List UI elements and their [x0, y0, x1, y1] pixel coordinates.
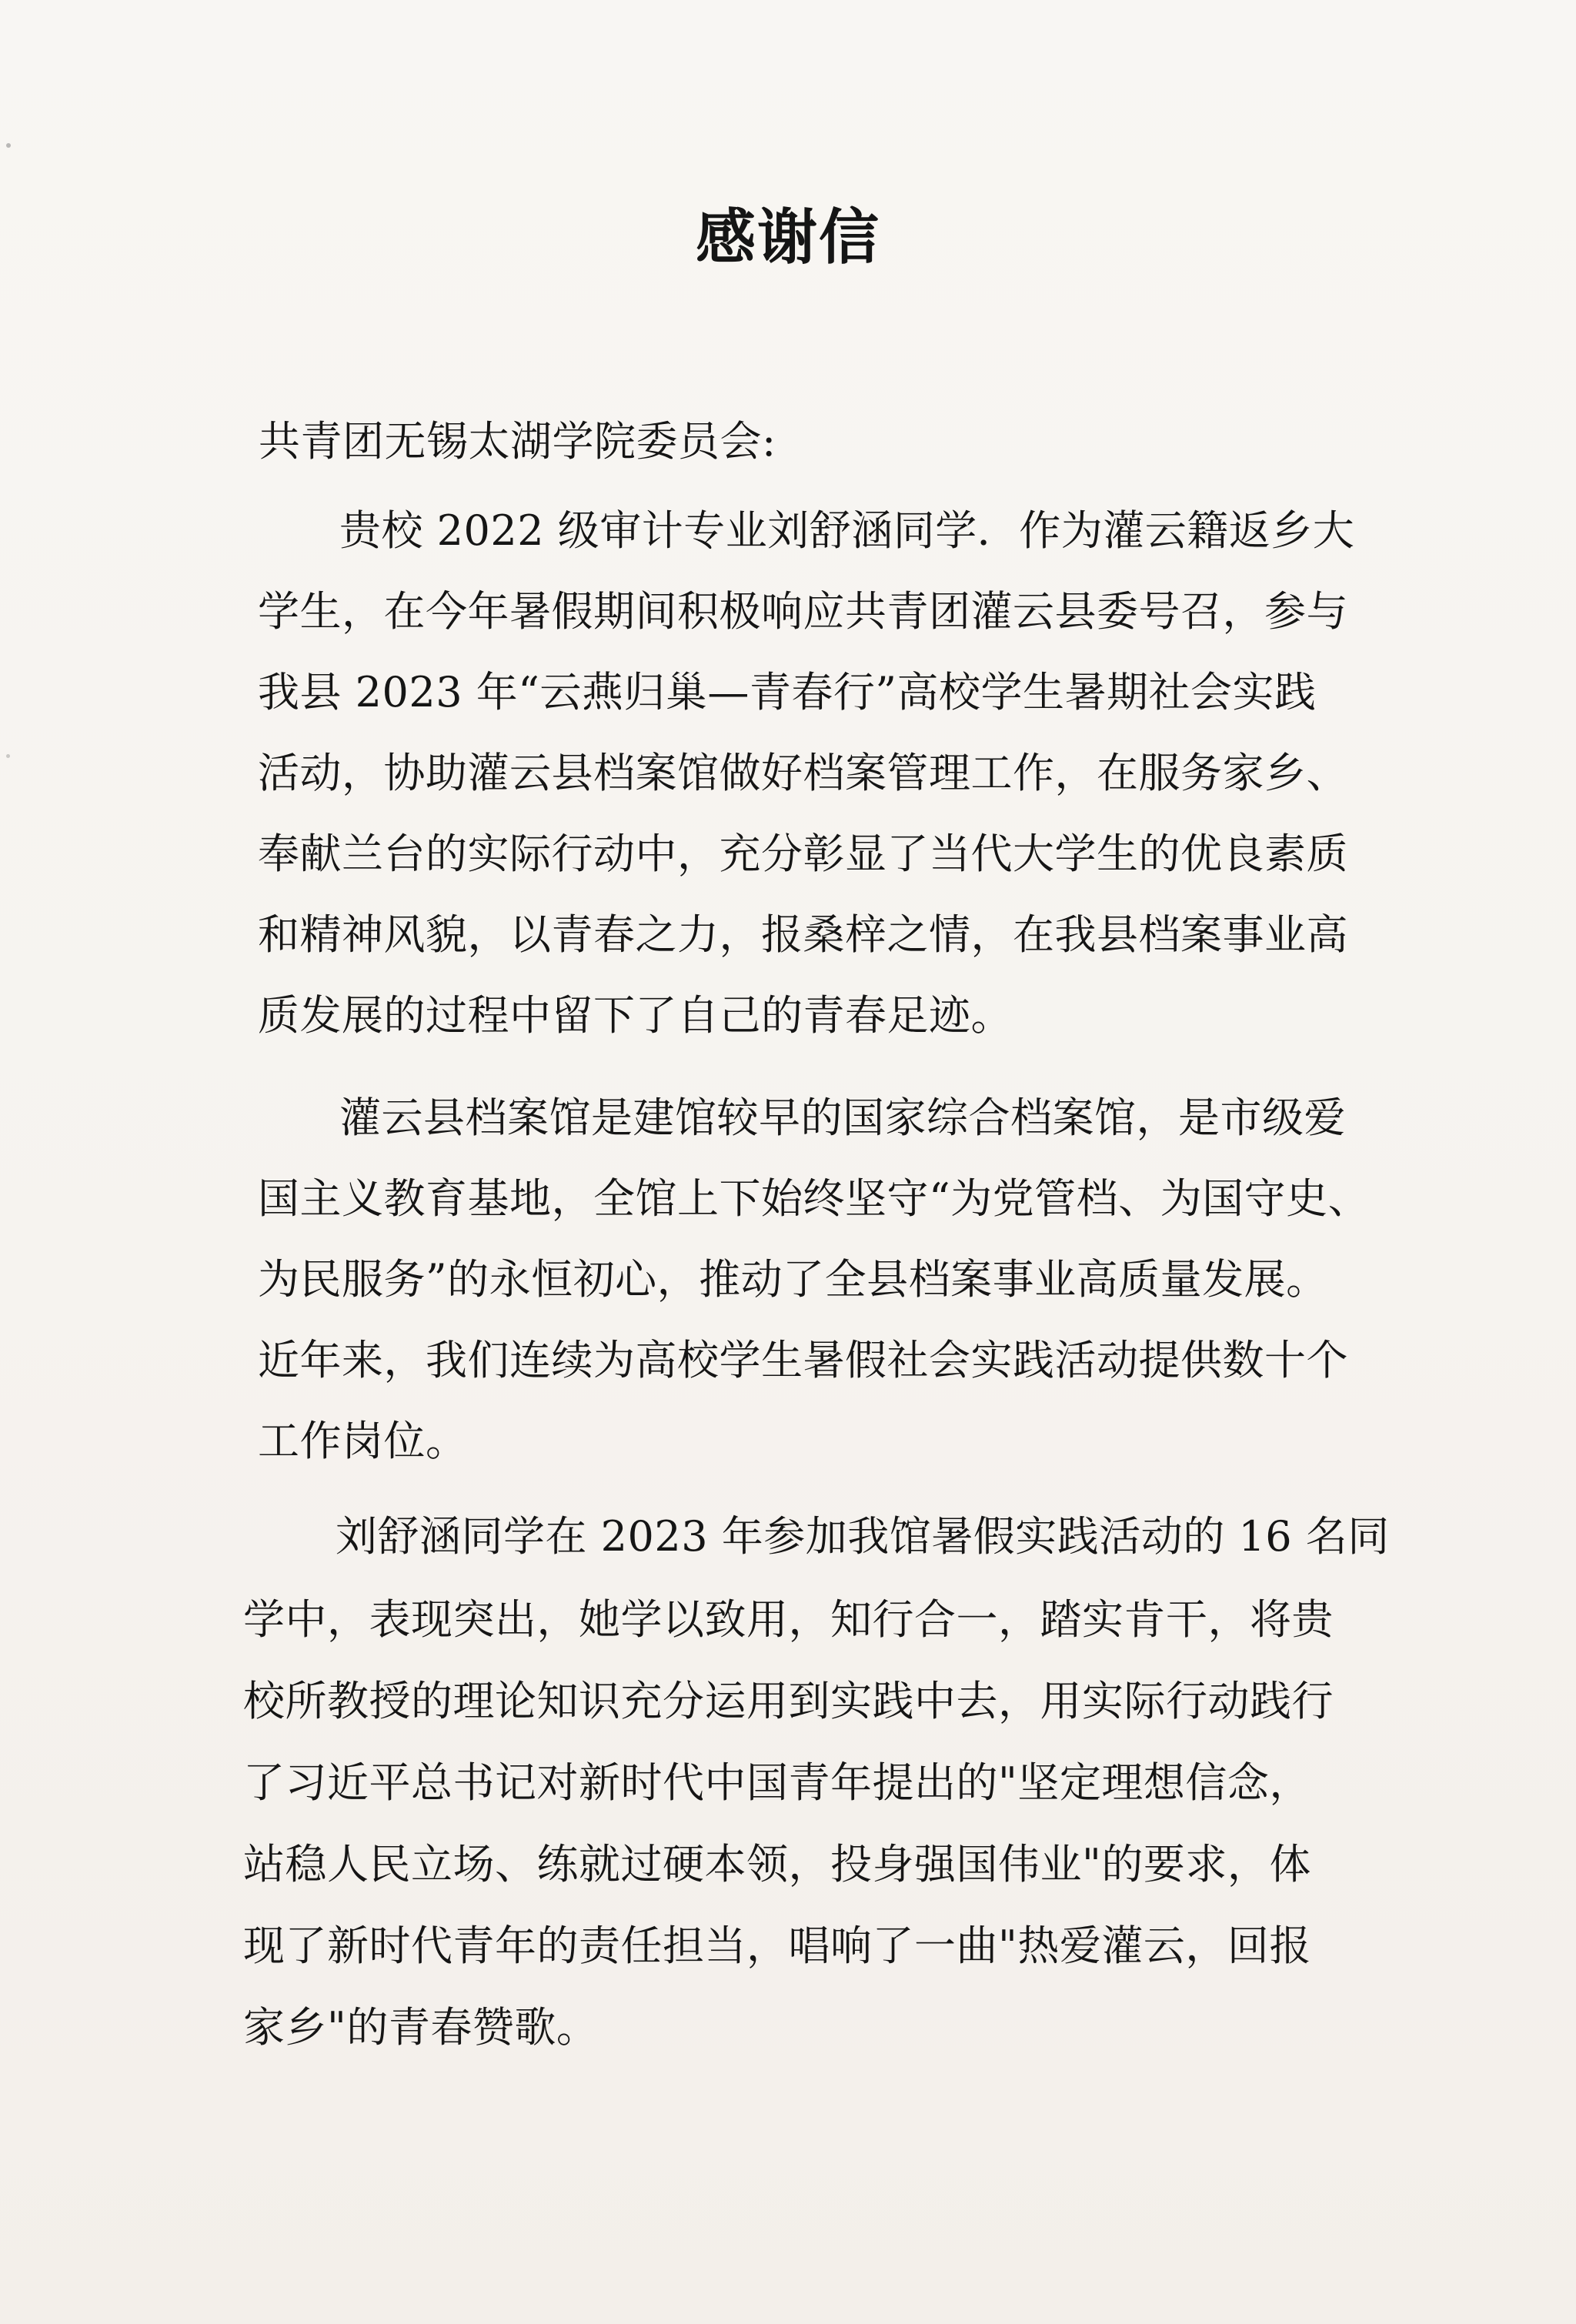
paragraph-line: 奉献兰台的实际行动中，充分彰显了当代大学生的优良素质: [258, 830, 1348, 878]
paragraph-3: [243, 1512, 1390, 2116]
paragraph-line: 贵校 2022 级审计专业刘舒涵同学．作为灌云籍返乡大: [339, 506, 1355, 555]
paragraph-1: [258, 506, 1355, 1080]
paper-speck: [6, 754, 10, 758]
paragraph-line: 质发展的过程中留下了自己的青春足迹。: [258, 991, 1013, 1040]
paragraph-line: 我县 2023 年“云燕归巢—青春行”高校学生暑期社会实践: [258, 668, 1317, 716]
paragraph-line: 和精神风貌，以青春之力，报桑梓之情，在我县档案事业高: [258, 910, 1348, 959]
paragraph-line: 国主义教育基地，全馆上下始终坚守“为党管档、为国守史、: [258, 1174, 1371, 1223]
paragraph-line: 灌云县档案馆是建馆较早的国家综合档案馆，是市级爱: [339, 1094, 1346, 1142]
paragraph-line: 近年来，我们连续为高校学生暑假社会实践活动提供数十个: [258, 1336, 1348, 1384]
paragraph-line: 学生，在今年暑假期间积极响应共青团灌云县委号召，参与: [258, 587, 1348, 636]
paper-speck: [6, 143, 11, 148]
paragraph-line: 刘舒涵同学在 2023 年参加我馆暑假实践活动的 16 名同: [336, 1512, 1390, 1561]
salutation: 共青团无锡太湖学院委员会:: [259, 417, 776, 466]
paragraph-2: [258, 1094, 1371, 1528]
paragraph-line: 校所教授的理论知识充分运用到实践中去，用实际行动践行: [243, 1677, 1334, 1725]
paragraph-line: 站稳人民立场、练就过硬本领，投身强国伟业"的要求，体: [243, 1840, 1311, 1888]
paragraph-line: 工作岗位。: [258, 1417, 468, 1465]
paragraph-line: 活动，协助灌云县档案馆做好档案管理工作，在服务家乡、: [258, 749, 1348, 797]
paragraph-line: 学中，表现突出，她学以致用，知行合一，踏实肯干，将贵: [243, 1595, 1334, 1644]
paragraph-line: 为民服务”的永恒初心，推动了全县档案事业高质量发展。: [258, 1255, 1328, 1304]
paragraph-line: 现了新时代青年的责任担当，唱响了一曲"热爱灌云，回报: [243, 1922, 1311, 1970]
paragraph-line: 家乡"的青春赞歌。: [243, 2003, 599, 2052]
letter-title: 感谢信: [695, 203, 880, 272]
paragraph-line: 了习近平总书记对新时代中国青年提出的"坚定理想信念，: [243, 1758, 1311, 1807]
